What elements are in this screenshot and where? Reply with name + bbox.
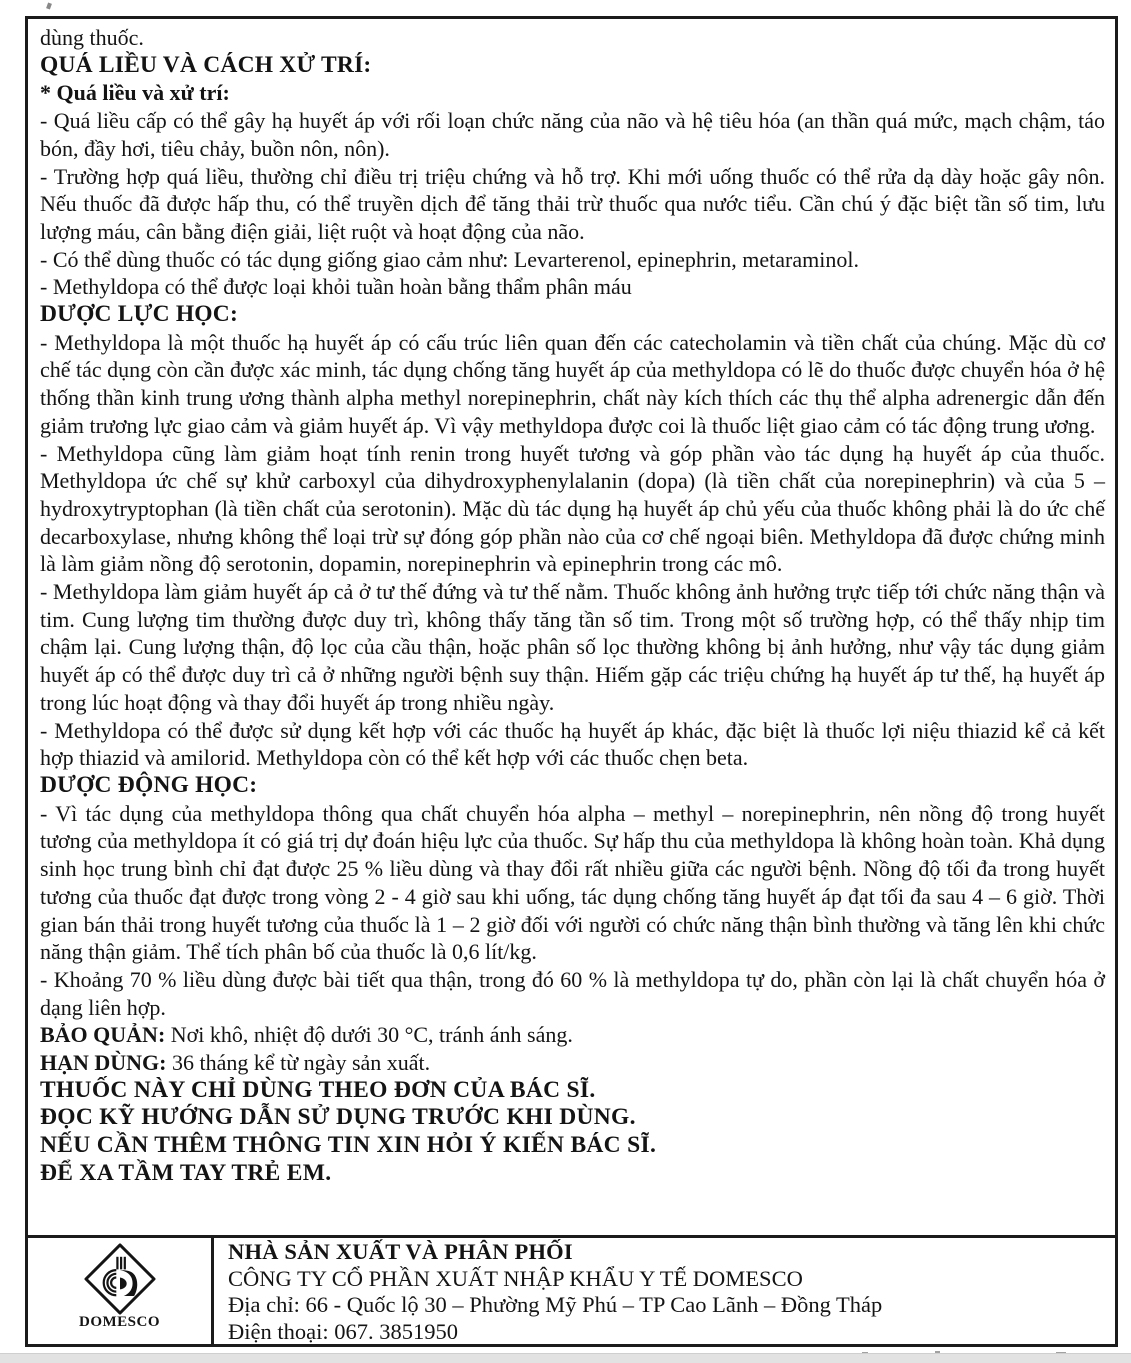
storage-line <box>40 1021 1105 1049</box>
manufacturer-phone: Điện thoại: 067. 3851950 <box>228 1318 458 1344</box>
domesco-logo <box>28 1238 214 1344</box>
manufacturer-title: NHÀ SẢN XUẤT VÀ PHÂN PHỐI <box>228 1239 573 1264</box>
section-heading-pharmacodynamics: DƯỢC LỰC HỌC: <box>40 301 238 328</box>
pharmacodynamics-para: - Methyldopa có thể được sử dụng kết hợp với các thuốc hạ huyết áp khác, đặc biệt là thuốc lợi niệu thiazid kể cả kết hợp thiazid và amilorid. Methyldopa còn có thể kết hợp với các thuốc chẹn beta. <box>40 717 1105 771</box>
leaflet-body-text <box>28 19 1115 1238</box>
domesco-logo-text: DOMESCO <box>78 1314 160 1330</box>
pharmacokinetics-para: - Khoảng 70 % liều dùng được bài tiết qua thận, trong đó 60 % là methyldopa tự do, phần còn lại là chất chuyển hóa ở dạng liên hợp. <box>40 966 1105 1020</box>
pharmacodynamics-para: - Methyldopa cũng làm giảm hoạt tính renin trong huyết tương và góp phần vào tác dụng hạ huyết áp của thuốc. Methyldopa ức chế sự khử carboxyl của dihydroxyphenylalanin (dopa) (là tiền chất của norepinephrin) và của 5 – hydroxytryptophan (là tiền chất của serotonin). Mặc dù tác dụng hạ huyết áp chủ yếu của thuốc không phải là do ức chế decarboxylase, nhưng không thể loại trừ sự đóng góp phần nào của cơ chế ngoại biên. Methyldopa đã được chứng minh là làm giảm nồng độ serotonin, dopamin, norepinephrin và epinephrin trong các mô. <box>40 440 1105 577</box>
overdose-para: - Có thể dùng thuốc có tác dụng giống giao cảm như: Levarterenol, epinephrin, metaraminol. <box>40 246 859 272</box>
overdose-para: - Quá liều cấp có thể gây hạ huyết áp với rối loạn chức năng của não và hệ tiêu hóa (an thần quá mức, mạch chậm, táo bón, đầy hơi, tiêu chảy, buồn nôn, nôn). <box>40 108 1105 161</box>
shelf-life-text: 36 tháng kể từ ngày sản xuất. <box>166 1050 431 1076</box>
shelf-life-line <box>40 1049 1105 1077</box>
overdose-para: - Methyldopa có thể được loại khỏi tuần hoàn bằng thẩm phân máu <box>40 274 632 300</box>
storage-label: BẢO QUẢN: <box>40 1022 166 1048</box>
storage-text: Nơi khô, nhiệt độ dưới 30 °C, tránh ánh sáng. <box>165 1022 573 1048</box>
manufacturer-address: Địa chỉ: 66 - Quốc lộ 30 – Phường Mỹ Phú – TP Cao Lãnh – Đồng Tháp <box>228 1292 883 1317</box>
warning-line: THUỐC NÀY CHỈ DÙNG THEO ĐƠN CỦA BÁC SĨ. <box>40 1076 596 1103</box>
scan-artifact <box>46 2 52 9</box>
manufacturer-info <box>214 1238 1115 1344</box>
subheading-overdose: * Quá liều và xử trí: <box>40 80 230 106</box>
scan-edge-strip <box>0 1353 1131 1363</box>
warning-line: NẾU CẦN THÊM THÔNG TIN XIN HỎI Ý KIẾN BÁC SĨ. <box>40 1132 657 1159</box>
pharmacokinetics-para: - Vì tác dụng của methyldopa thông qua chất chuyển hóa alpha – methyl – norepinephrin, nên nồng độ trong huyết tương của methyldopa ít có giá trị dự đoán hiệu lực của thuốc. Sự hấp thu của methyldopa là không hoàn toàn. Khả dụng sinh học trung bình chỉ đạt được 25 % liều dùng và thay đổi rất nhiều giữa các người bệnh. Nồng độ tối đa trong huyết tương của thuốc đạt được trong vòng 2 - 4 giờ sau khi uống, tác dụng chống tăng huyết áp đạt tối đa sau 4 – 6 giờ. Thời gian bán thải trong huyết tương của thuốc là 1 – 2 giờ đối với người có chức năng thận bình thường và tăng lên khi chức năng thận giảm. Thể tích phân bố của thuốc là 0,6 lít/kg. <box>40 800 1105 965</box>
section-heading-overdose: QUÁ LIỀU VÀ CÁCH XỬ TRÍ: <box>40 51 372 78</box>
overdose-para: - Trường hợp quá liều, thường chỉ điều trị triệu chứng và hỗ trợ. Khi mới uống thuốc có thể rửa dạ dày hoặc gây nôn. Nếu thuốc đã được hấp thu, có thể truyền dịch để tăng thải trừ thuốc qua nước tiểu. Cần chú ý đặc biệt tần số tim, lưu lượng máu, cân bằng điện giải, liệt ruột và hoạt động của não. <box>40 163 1105 244</box>
pharmacodynamics-para: - Methyldopa làm giảm huyết áp cả ở tư thế đứng và tư thế nằm. Thuốc không ảnh hưởng trực tiếp tới chức năng thận và tim. Cung lượng tim thường được duy trì, không thấy tăng tần số tim. Trong một số trường hợp, có thể thấy nhịp tim chậm lại. Cung lượng thận, độ lọc của cầu thận, hoặc phân số lọc thường không bị ảnh hưởng, như vậy tác dụng giảm huyết áp có thể được duy trì cả ở những người bệnh suy thận. Hiếm gặp các triệu chứng hạ huyết áp tư thế, hạ huyết áp trong lúc hoạt động và thay đổi huyết áp trong nhiều ngày. <box>40 579 1105 715</box>
warning-line: ĐỂ XA TẦM TAY TRẺ EM. <box>40 1159 332 1186</box>
domesco-logo-icon <box>83 1242 157 1316</box>
shelf-life-label: HẠN DÙNG: <box>40 1050 167 1076</box>
warning-line: ĐỌC KỸ HƯỚNG DẪN SỬ DỤNG TRƯỚC KHI DÙNG. <box>40 1104 636 1131</box>
manufacturer-company: CÔNG TY CỔ PHẦN XUẤT NHẬP KHẨU Y TẾ DOMESCO <box>228 1265 803 1291</box>
pharmacodynamics-para: - Methyldopa là một thuốc hạ huyết áp có cấu trúc liên quan đến các catecholamin và tiền chất của chúng. Mặc dù cơ chế tác dụng còn cần được xác minh, tác dụng chống tăng huyết áp của methyldopa có lẽ do thuốc được chuyển hóa ở hệ thống thần kinh trung ương thành alpha methyl norepinephrin, chất này kích thích các thụ thể alpha adrenergic dẫn đến giảm trương lực giao cảm và giảm huyết áp. Vì vậy methyldopa được coi là thuốc liệt giao cảm có tác động trung ương. <box>40 329 1105 438</box>
section-heading-pharmacokinetics: DƯỢC ĐỘNG HỌC: <box>40 771 258 798</box>
leaflet-border-box <box>25 16 1118 1347</box>
manufacturer-footer <box>28 1235 1115 1344</box>
continuation-line: dùng thuốc. <box>40 25 144 50</box>
